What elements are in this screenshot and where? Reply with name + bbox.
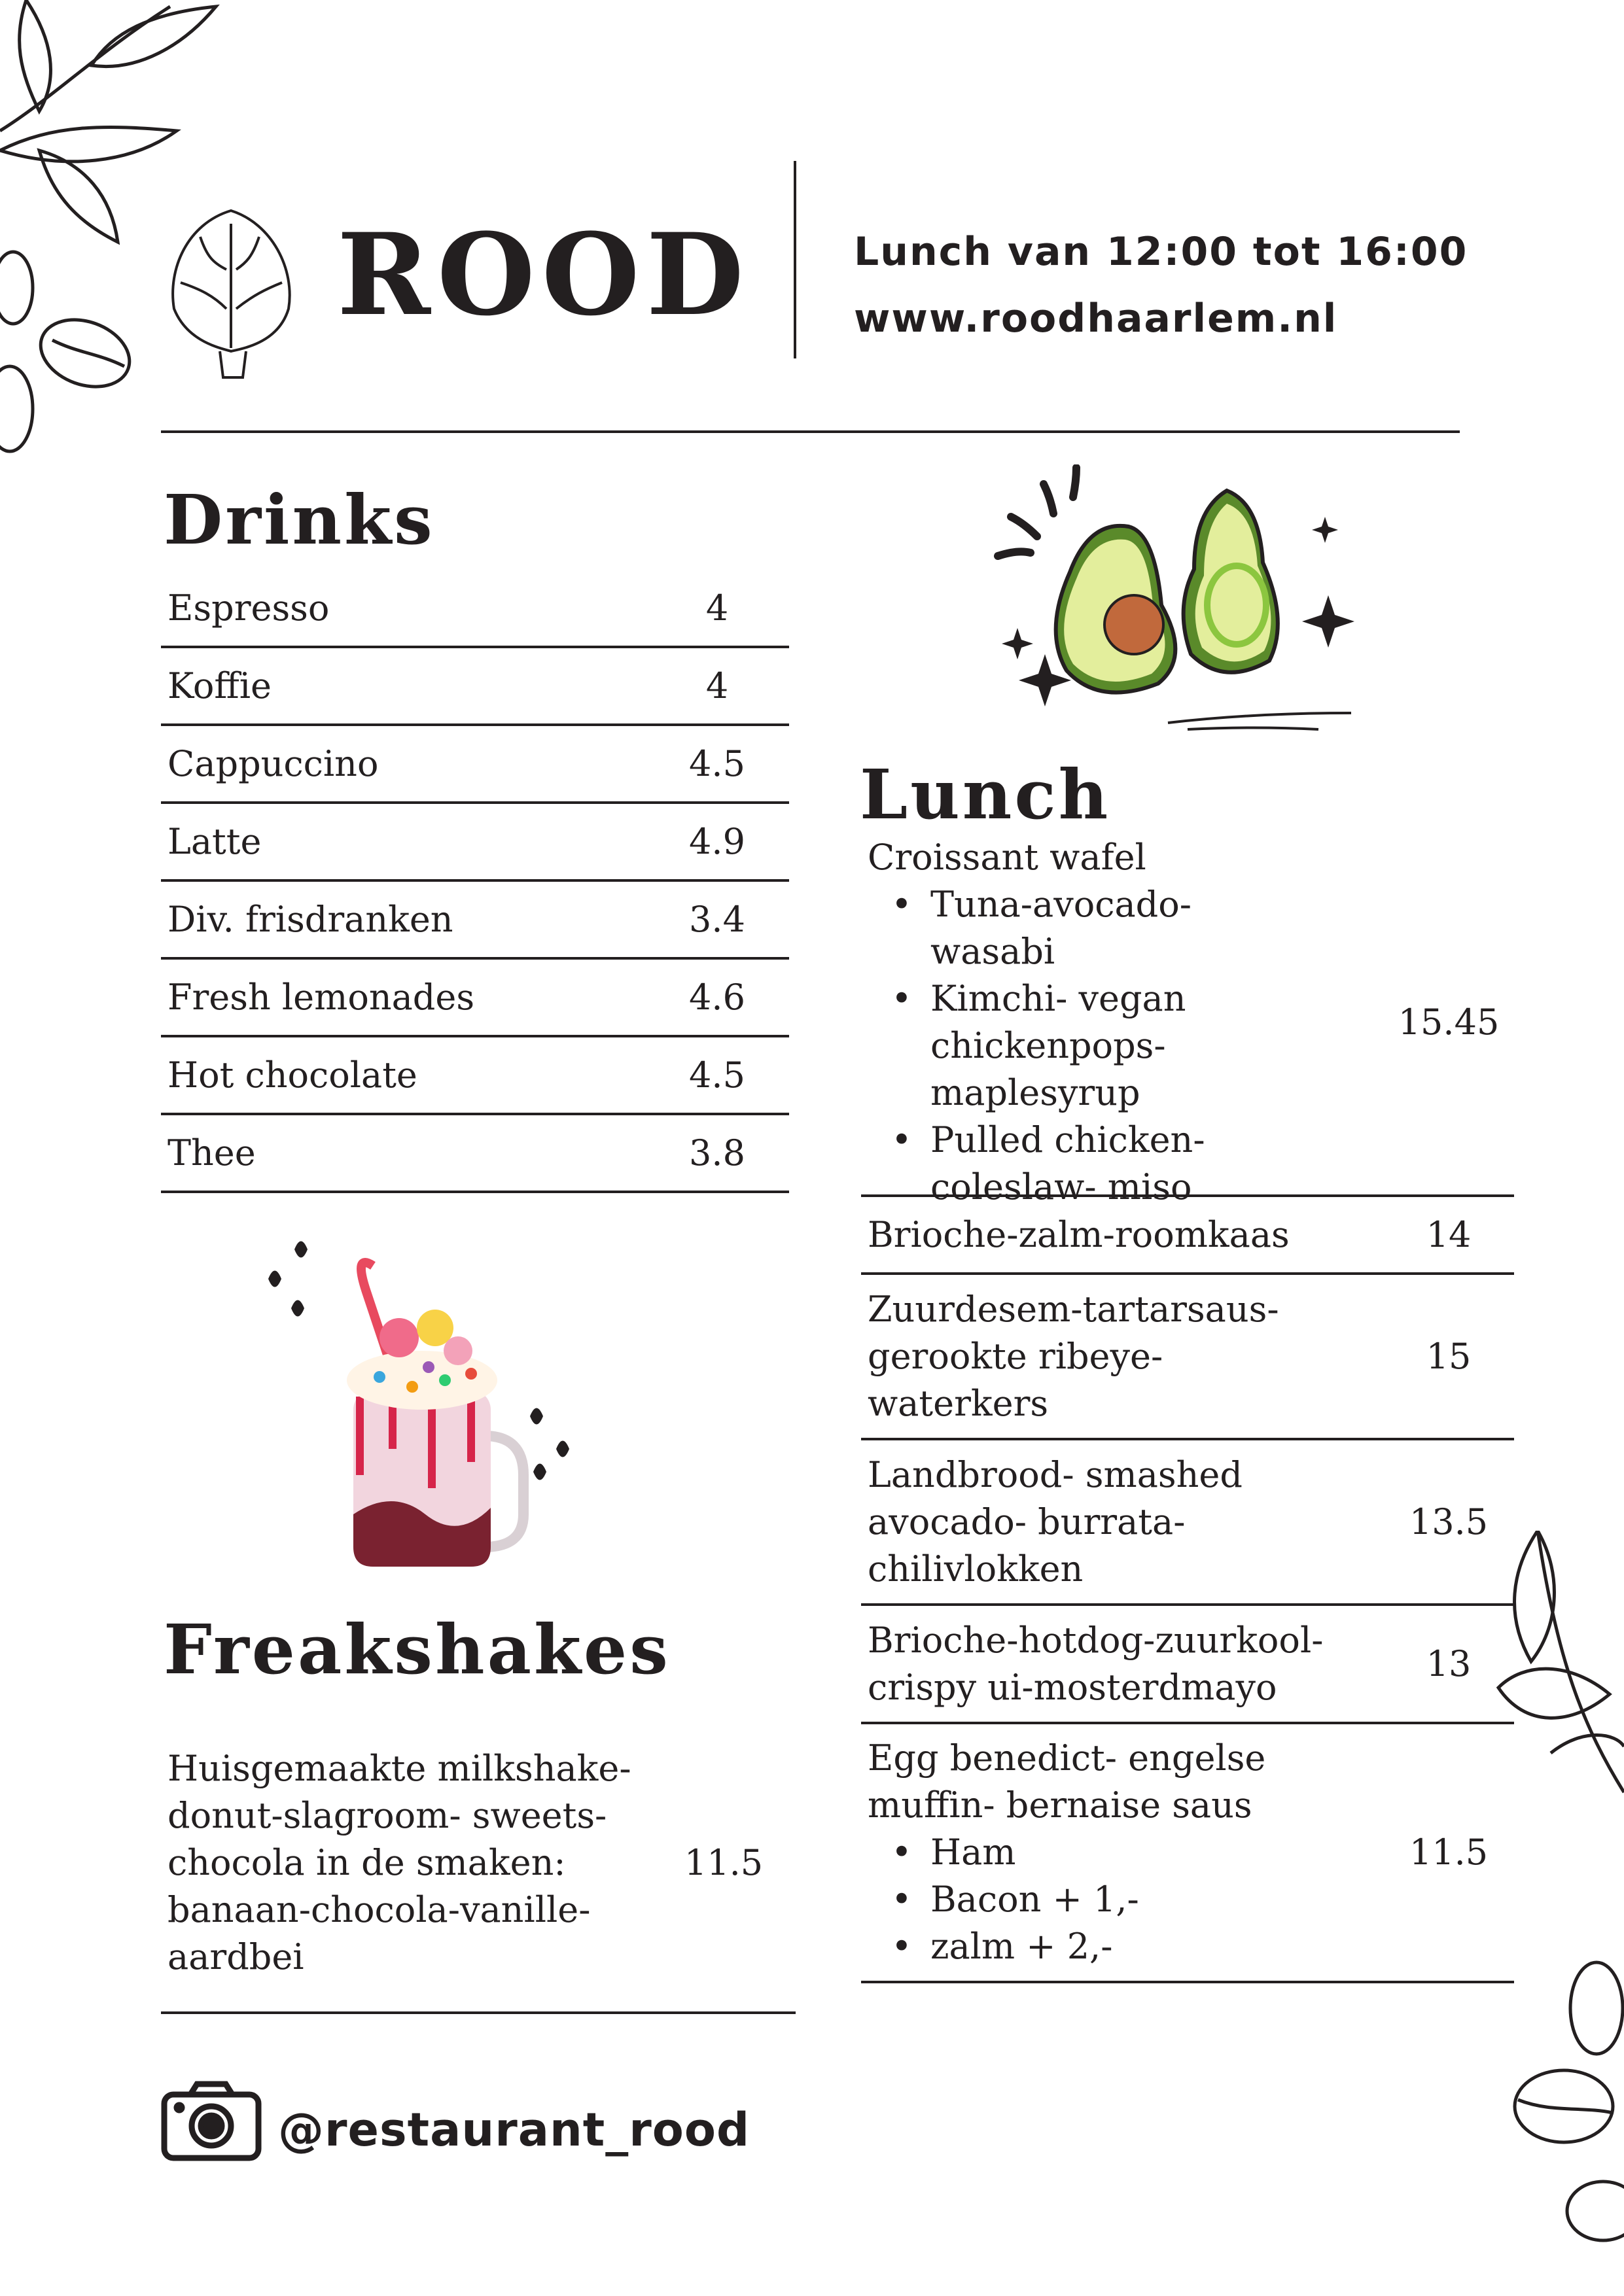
drink-price: 4.9	[689, 820, 745, 862]
lunch-item-name: Landbrood- smashed avocado- burrata-chilivlokken	[868, 1453, 1243, 1590]
drink-price: 4.5	[689, 1054, 745, 1096]
lunch-row	[861, 1724, 1514, 1983]
freakshake-price: 11.5	[684, 1841, 764, 1883]
lunch-option: • Bacon + 1,-	[868, 1876, 1358, 1923]
freakshakes-heading: Freakshakes	[164, 1609, 671, 1690]
drink-price: 4.6	[689, 976, 745, 1018]
lunch-price: 15.45	[1398, 1001, 1500, 1043]
drink-name: Espresso	[168, 587, 330, 629]
lunch-item-name: Croissant wafel	[868, 837, 1146, 878]
lunch-row	[861, 837, 1514, 1208]
drinks-heading: Drinks	[164, 479, 435, 560]
lunch-row	[861, 1197, 1514, 1275]
instagram-handle[interactable]: @restaurant_rood	[278, 2103, 750, 2157]
freakshake-row	[161, 1714, 796, 2014]
header-divider	[794, 161, 796, 358]
drink-row	[161, 570, 789, 648]
header-rule	[161, 430, 1460, 433]
lunch-option: • Kimchi- vegan chickenpops-maplesyrup	[868, 975, 1273, 1117]
lunch-heading: Lunch	[860, 754, 1111, 835]
lunch-price: 15	[1426, 1335, 1472, 1377]
lunch-price: 13	[1426, 1643, 1472, 1684]
lunch-item-name: Brioche-zalm-roomkaas	[868, 1213, 1290, 1255]
lunch-item-name: Zuurdesem-tartarsaus-gerookte ribeye-waterkers	[868, 1288, 1279, 1424]
drink-name: Div. frisdranken	[168, 898, 453, 940]
drink-price: 4	[705, 665, 729, 706]
freakshake-illustration	[262, 1240, 582, 1576]
lunch-row	[861, 1275, 1514, 1440]
website-link[interactable]: www.roodhaarlem.nl	[854, 296, 1338, 341]
camera-icon[interactable]	[161, 2080, 262, 2161]
drink-row	[161, 882, 789, 960]
drink-name: Hot chocolate	[168, 1054, 417, 1096]
lunch-price: 13.5	[1409, 1501, 1489, 1542]
drink-row	[161, 1037, 789, 1115]
drink-row	[161, 648, 789, 726]
drink-price: 4.5	[689, 742, 745, 784]
lunch-hours: Lunch van 12:00 tot 16:00	[854, 229, 1468, 275]
freakshake-description: Huisgemaakte milkshake-donut-slagroom- sweets-chocola in de smaken: banaan-chocola-vanille-aardbei	[168, 1747, 631, 1977]
lunch-option: • Tuna-avocado-wasabi	[868, 881, 1273, 975]
drink-name: Fresh lemonades	[168, 976, 475, 1018]
drink-price: 4	[705, 587, 729, 629]
drink-name: Cappuccino	[168, 742, 379, 784]
lunch-options	[868, 1829, 1358, 1970]
drink-name: Latte	[168, 820, 262, 862]
lunch-row	[861, 1440, 1514, 1606]
lunch-item-name: Brioche-hotdog-zuurkool-crispy ui-mosterdmayo	[868, 1619, 1324, 1708]
lunch-option: • Ham	[868, 1829, 1358, 1876]
brand-name: ROOD	[337, 208, 750, 341]
avocado-illustration	[991, 464, 1377, 752]
artichoke-logo-icon	[161, 198, 302, 382]
drink-price: 3.4	[689, 898, 745, 940]
drink-name: Koffie	[168, 665, 272, 706]
lunch-options	[868, 881, 1273, 1211]
drink-row	[161, 1115, 789, 1193]
drink-row	[161, 804, 789, 882]
lunch-price: 14	[1426, 1213, 1472, 1255]
lunch-price: 11.5	[1409, 1832, 1489, 1873]
drink-row	[161, 960, 789, 1037]
lunch-row	[861, 1606, 1514, 1724]
lunch-option: • zalm + 2,-	[868, 1923, 1358, 1970]
drink-name: Thee	[168, 1132, 256, 1174]
lunch-option: • Pulled chicken-coleslaw- miso	[868, 1117, 1273, 1211]
drink-row	[161, 726, 789, 804]
lunch-item-name: Egg benedict- engelse muffin- bernaise saus	[868, 1737, 1266, 1826]
drink-price: 3.8	[689, 1132, 745, 1174]
